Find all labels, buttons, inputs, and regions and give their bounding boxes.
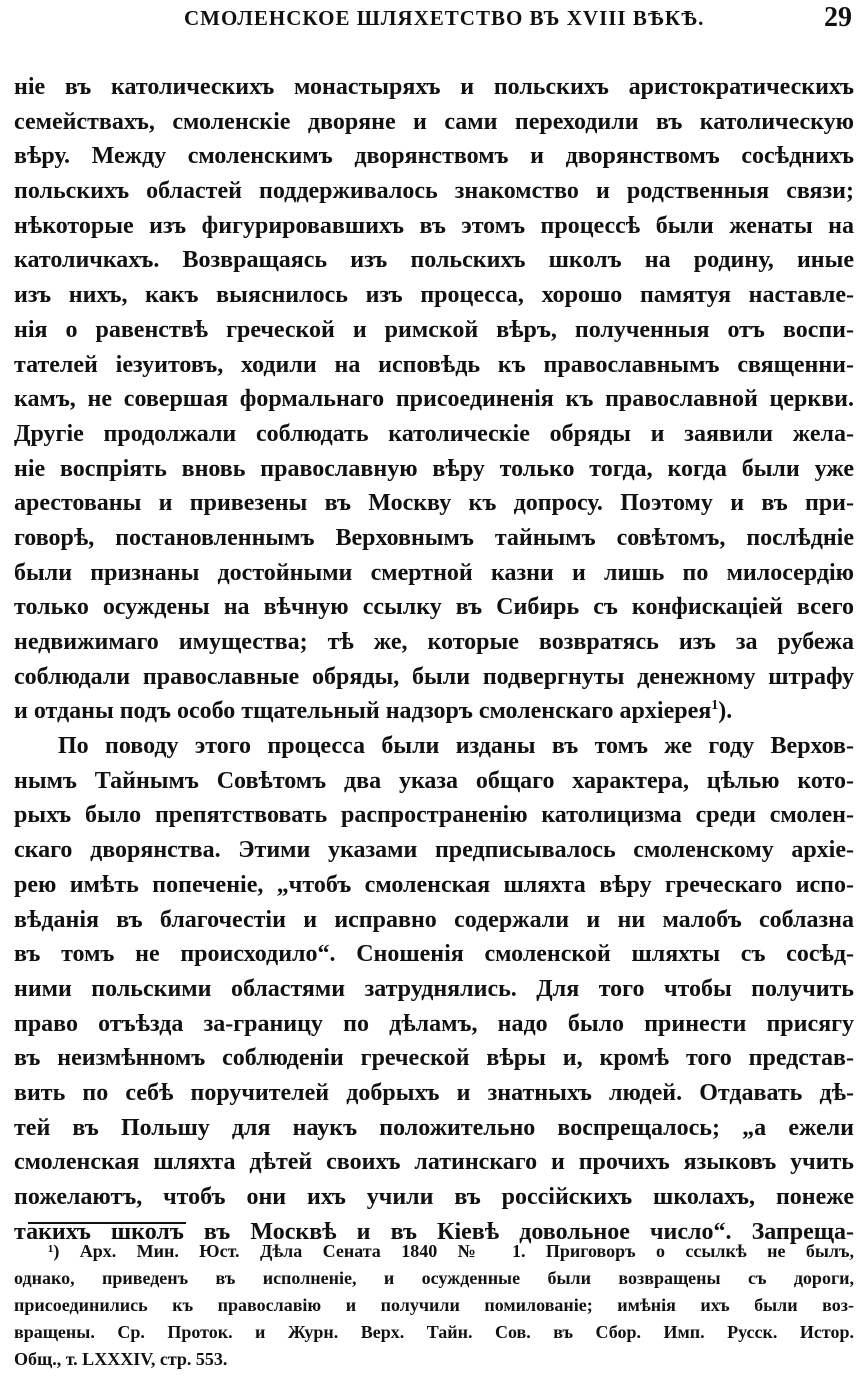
page-number: 29 (824, 2, 852, 33)
page-header (14, 2, 854, 38)
text-line: смоленская шляхта дѣтей своихъ латинскаго и прочихъ языковъ учить (14, 1149, 854, 1176)
text-line: право отъѣзда за-границу по дѣламъ, надо было принести присягу (14, 1010, 854, 1037)
text-line: скаго дворянства. Этими указами предписывалось смоленскому архіе- (14, 837, 854, 864)
text-line: польскихъ областей поддерживалось знакомство и родственныя связи; (14, 178, 854, 205)
text-line: нія о равенствѣ греческой и римской вѣръ, полученныя отъ воспи- (14, 316, 854, 343)
running-head: СМОЛЕНСКОЕ ШЛЯХЕТСТВО ВЪ XVIII ВѢКѢ. (184, 6, 705, 30)
text-line: рею имѣть попеченіе, „чтобъ смоленская шляхта вѣру греческаго испо- (14, 871, 854, 898)
text-line: тателей іезуитовъ, ходили на исповѣдь къ православнымъ священни- (14, 351, 854, 378)
text-line: католичкахъ. Возвращаясь изъ польскихъ школъ на родину, иные (14, 247, 854, 274)
text-line: По поводу этого процесса были изданы въ томъ же году Верхов- (58, 733, 854, 760)
text-line: были признаны достойными смертной казни и лишь по милосердію (14, 559, 854, 586)
footnote-separator (28, 1222, 186, 1224)
text-line: говорѣ, постановленнымъ Верховнымъ тайнымъ совѣтомъ, послѣдніе (14, 524, 854, 551)
paragraph-1 (14, 70, 854, 729)
text-line: въ неизмѣнномъ соблюденіи греческой вѣры и, кромѣ того представ- (14, 1045, 854, 1072)
text-line: семействахъ, смоленскіе дворяне и сами переходили въ католическую (14, 108, 854, 135)
text-line: рыхъ было препятствовать распространенію католицизма среди смолен- (14, 802, 854, 829)
text-line: въ томъ не происходило“. Сношенія смоленской шляхты съ сосѣд- (14, 941, 854, 968)
text-line: Другіе продолжали соблюдать католическіе обряды и заявили жела- (14, 420, 854, 447)
text-line: вѣданія въ благочестіи и исправно содержали и ни малобъ соблазна (14, 906, 854, 933)
text-line: тей въ Польшу для наукъ положительно воспрещалось; „а ежели (14, 1114, 854, 1141)
paragraph-2 (14, 729, 854, 1249)
footnote-line: вращены. Ср. Проток. и Журн. Верх. Тайн. Сов. въ Сбор. Имп. Русск. Истор. (14, 1322, 854, 1342)
text-line: нѣкоторые изъ фигурировавшихъ въ этомъ процессѣ были женаты на (14, 212, 854, 239)
text-line: только осуждены на вѣчную ссылку въ Сибирь съ конфискаціей всего (14, 594, 854, 621)
footnote-line: однако, приведенъ въ исполненіе, и осужденные были возвращены съ дороги, (14, 1268, 854, 1288)
footnote-line: Общ., т. LXXXIV, стр. 553. (14, 1349, 228, 1369)
text-line: вить по себѣ поручителей добрыхъ и знатныхъ людей. Отдавать дѣ- (14, 1079, 854, 1106)
text-line: соблюдали православные обряды, были подвергнуты денежному штрафу (14, 663, 854, 690)
text-line: нымъ Тайнымъ Совѣтомъ два указа общаго характера, цѣлью кото- (14, 767, 854, 794)
footnote-line: присоединились къ православію и получили помилованіе; имѣнія ихъ были воз- (14, 1295, 854, 1315)
text-line: вѣру. Между смоленскимъ дворянствомъ и дворянствомъ сосѣднихъ (14, 143, 854, 170)
text-line: такихъ школъ въ Москвѣ и въ Кіевѣ довольное число“. Запреща- (14, 1218, 854, 1245)
text-line: камъ, не совершая формальнаго присоединенія къ православной церкви. (14, 386, 854, 413)
text-line: арестованы и привезены въ Москву къ допросу. Поэтому и въ при- (14, 490, 854, 517)
text-line: ніе въ католическихъ монастыряхъ и польскихъ аристократическихъ (14, 74, 854, 100)
body-text (14, 70, 854, 1249)
text-line: изъ нихъ, какъ выяснилось изъ процесса, хорошо памятуя наставле- (14, 282, 854, 309)
text-line: недвижимаго имущества; тѣ же, которые возвратясь изъ за рубежа (14, 629, 854, 655)
text-line: ніе воспріять вновь православную вѣру только тогда, когда были уже (14, 455, 854, 482)
text-span: и отданы подъ особо тщательный надзоръ смоленскаго архіерея (14, 698, 712, 725)
text-line: ними польскими областями затруднялись. Для того чтобы получить (14, 975, 854, 1002)
footnote (14, 1238, 854, 1373)
text-line (14, 694, 854, 729)
text-span: ). (718, 698, 733, 725)
text-line: пожелаютъ, чтобъ они ихъ учили въ россійскихъ школахъ, понеже (14, 1184, 854, 1210)
footnote-reference[interactable]: 1 (711, 698, 719, 714)
footnote-line: ¹) Арх. Мин. Юст. Дѣла Сената 1840 № 1. Приговоръ о ссылкѣ не былъ, (48, 1241, 854, 1261)
